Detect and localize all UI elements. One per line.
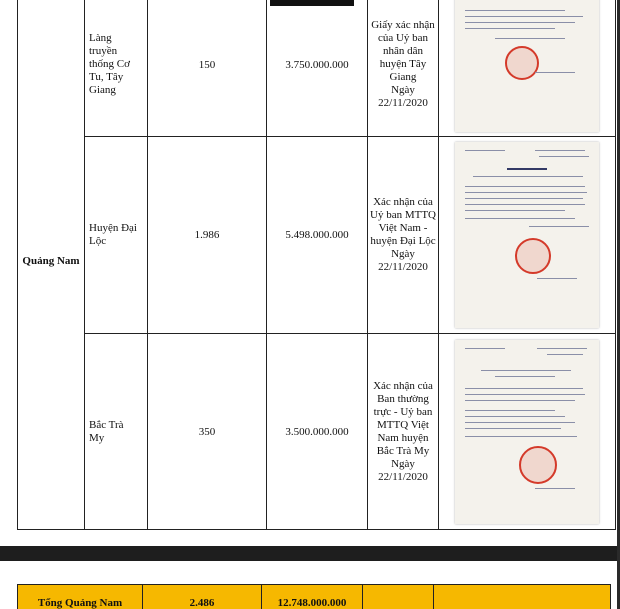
note-cell — [368, 0, 439, 137]
note-text: của Uỷ ban — [377, 32, 429, 44]
quantity-cell: 350 — [148, 334, 267, 530]
confirmation-document-image[interactable] — [455, 142, 599, 328]
unit-text: Tu, Tây — [89, 71, 124, 83]
unit-text: Giang — [89, 84, 116, 96]
confirmation-document-image[interactable] — [455, 0, 599, 132]
unit-text: truyền — [89, 45, 118, 57]
unit-text: Lộc — [89, 235, 107, 247]
unit-text: My — [89, 431, 105, 444]
quantity-cell: 1.986 — [148, 137, 267, 334]
unit-cell — [85, 334, 148, 530]
note-text: MTTQ Việt — [377, 418, 429, 431]
unit-cell — [85, 137, 148, 334]
note-text: Việt Nam - — [378, 222, 428, 234]
note-text: Xác nhận của — [373, 196, 433, 208]
table-row — [18, 334, 616, 530]
note-text: 22/11/2020 — [378, 470, 428, 483]
amount-cell: 3.500.000.000 — [267, 334, 368, 530]
note-text: Ban thường — [377, 392, 429, 405]
note-text: Ngày — [391, 457, 415, 470]
total-table — [17, 584, 611, 609]
document-page — [0, 561, 617, 609]
confirmation-document-image[interactable] — [455, 340, 599, 524]
evidence-image-cell — [439, 137, 616, 334]
note-cell — [368, 137, 439, 334]
note-cell — [368, 334, 439, 530]
note-text: Giấy xác nhận — [371, 19, 435, 31]
note-text: huyện Đại Lộc — [370, 235, 436, 247]
unit-text: Làng — [89, 32, 112, 44]
note-text: 22/11/2020 — [378, 261, 428, 273]
note-text: trực - Uỷ ban — [373, 405, 433, 418]
province-cell: Quảng Nam — [18, 0, 85, 530]
total-image — [434, 585, 611, 609]
total-quantity: 2.486 — [143, 585, 262, 609]
note-text: Xác nhận của — [373, 379, 433, 392]
note-text: nhân dân — [382, 45, 423, 57]
total-amount: 12.748.000.000 — [262, 585, 363, 609]
amount-cell: 5.498.000.000 — [267, 137, 368, 334]
total-label: Tổng Quảng Nam — [18, 585, 143, 609]
note-text: Ngày — [391, 84, 415, 96]
note-text: Uỷ ban MTTQ — [370, 209, 436, 221]
unit-text: Bắc Trà — [89, 418, 124, 431]
evidence-image-cell — [439, 334, 616, 530]
total-row — [18, 585, 611, 609]
quantity-cell: 150 — [148, 0, 267, 137]
note-text: huyện Tây — [379, 58, 427, 70]
note-text: Ngày — [391, 248, 415, 260]
unit-text: Huyện Đại — [89, 222, 137, 234]
donation-table — [17, 0, 616, 530]
total-note — [363, 585, 434, 609]
note-text: 22/11/2020 — [378, 97, 428, 109]
table-row — [18, 0, 616, 137]
note-text: Giang — [389, 71, 417, 83]
unit-cell — [85, 0, 148, 137]
unit-text: thống Cơ — [89, 58, 130, 70]
amount-cell: 3.750.000.000 — [267, 0, 368, 137]
note-text: Bắc Trà My — [376, 444, 430, 457]
note-text: Nam huyện — [377, 431, 429, 444]
evidence-image-cell — [439, 0, 616, 137]
table-row — [18, 137, 616, 334]
